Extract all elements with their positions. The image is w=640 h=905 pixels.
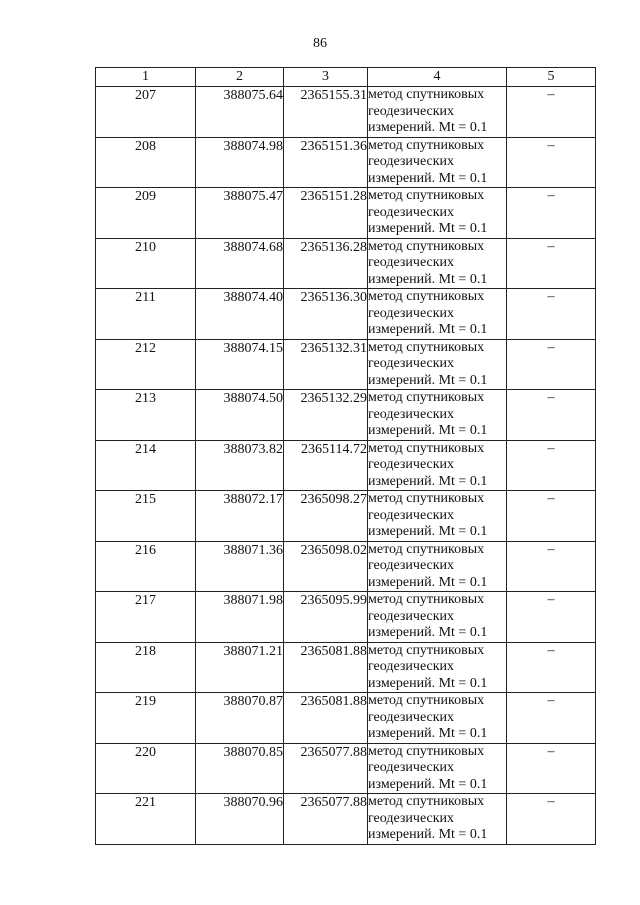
x-coordinate-cell: 388070.87	[196, 693, 284, 744]
y-coordinate-cell: 2365132.29	[284, 390, 368, 441]
coordinates-table	[95, 67, 596, 845]
y-coordinate-cell: 2365081.88	[284, 642, 368, 693]
table-row	[96, 592, 596, 643]
table-row	[96, 440, 596, 491]
note-cell: –	[507, 491, 596, 542]
x-coordinate-cell: 388072.17	[196, 491, 284, 542]
method-cell	[368, 592, 507, 643]
x-coordinate-cell: 388074.68	[196, 238, 284, 289]
x-coordinate-cell: 388070.85	[196, 743, 284, 794]
method-line: метод спутниковых	[368, 339, 485, 355]
method-line: метод спутниковых	[368, 440, 485, 456]
point-number-cell: 216	[96, 541, 196, 592]
point-number-cell: 213	[96, 390, 196, 441]
y-coordinate-cell: 2365151.28	[284, 188, 368, 239]
y-coordinate-cell: 2365077.88	[284, 794, 368, 845]
method-line: геодезических	[368, 204, 455, 220]
point-number-cell: 211	[96, 289, 196, 340]
method-line: измерений. Mt = 0.1	[368, 271, 488, 287]
method-line: геодезических	[368, 558, 455, 573]
point-number-cell: 209	[96, 188, 196, 239]
method-line: измерений. Mt = 0.1	[368, 322, 488, 337]
point-number-cell: 212	[96, 339, 196, 390]
method-line: измерений. Mt = 0.1	[368, 170, 488, 186]
point-number-cell: 218	[96, 642, 196, 693]
table-row	[96, 794, 596, 845]
point-number-cell: 215	[96, 491, 196, 542]
method-line: геодезических	[368, 103, 455, 119]
x-coordinate-cell: 388071.36	[196, 541, 284, 592]
method-cell	[368, 541, 507, 592]
method-cell	[368, 491, 507, 542]
point-number-cell: 210	[96, 238, 196, 289]
method-line: геодезических	[368, 608, 455, 624]
header-cell-4: 4	[368, 68, 507, 87]
page-number: 86	[313, 36, 327, 51]
y-coordinate-cell: 2365095.99	[284, 592, 368, 643]
note-cell: –	[507, 541, 596, 592]
note-cell: –	[507, 289, 596, 340]
table-row	[96, 238, 596, 289]
method-line: геодезических	[368, 810, 455, 826]
method-line: геодезических	[368, 154, 455, 169]
note-cell: –	[507, 642, 596, 693]
method-line: метод спутниковых	[368, 289, 485, 304]
method-line: метод спутниковых	[368, 238, 485, 254]
point-number-cell: 219	[96, 693, 196, 744]
method-cell	[368, 440, 507, 491]
header-cell-5: 5	[507, 68, 596, 87]
point-number-cell: 214	[96, 440, 196, 491]
method-line: геодезических	[368, 457, 455, 472]
point-number-cell: 221	[96, 794, 196, 845]
header-cell-1: 1	[96, 68, 196, 87]
method-line: измерений. Mt = 0.1	[368, 221, 488, 236]
x-coordinate-cell: 388074.98	[196, 137, 284, 188]
point-number-cell: 220	[96, 743, 196, 794]
header-cell-3: 3	[284, 68, 368, 87]
table-row	[96, 491, 596, 542]
method-line: измерений. Mt = 0.1	[368, 574, 488, 590]
y-coordinate-cell: 2365136.30	[284, 289, 368, 340]
note-cell: –	[507, 137, 596, 188]
table-header	[96, 68, 596, 87]
method-line: геодезических	[368, 760, 455, 775]
method-cell	[368, 238, 507, 289]
x-coordinate-cell: 388071.98	[196, 592, 284, 643]
note-cell: –	[507, 339, 596, 390]
note-cell: –	[507, 390, 596, 441]
table-row	[96, 390, 596, 441]
method-line: метод спутниковых	[368, 592, 485, 607]
table-row	[96, 188, 596, 239]
method-line: геодезических	[368, 507, 455, 523]
method-line: измерений. Mt = 0.1	[368, 726, 488, 741]
y-coordinate-cell: 2365098.02	[284, 541, 368, 592]
method-line: метод спутниковых	[368, 491, 485, 506]
method-line: метод спутниковых	[368, 87, 485, 102]
method-line: метод спутниковых	[368, 693, 485, 708]
method-line: геодезических	[368, 659, 455, 674]
method-line: измерений. Mt = 0.1	[368, 473, 488, 489]
method-line: метод спутниковых	[368, 188, 485, 203]
note-cell: –	[507, 794, 596, 845]
method-line: геодезических	[368, 356, 455, 371]
x-coordinate-cell: 388075.47	[196, 188, 284, 239]
x-coordinate-cell: 388075.64	[196, 87, 284, 138]
method-cell	[368, 289, 507, 340]
x-coordinate-cell: 388074.15	[196, 339, 284, 390]
header-cell-2: 2	[196, 68, 284, 87]
note-cell: –	[507, 440, 596, 491]
note-cell: –	[507, 238, 596, 289]
x-coordinate-cell: 388073.82	[196, 440, 284, 491]
method-line: метод спутниковых	[368, 390, 485, 405]
method-line: измерений. Mt = 0.1	[368, 827, 488, 842]
y-coordinate-cell: 2365114.72	[284, 440, 368, 491]
table-row	[96, 642, 596, 693]
method-cell	[368, 794, 507, 845]
x-coordinate-cell: 388074.50	[196, 390, 284, 441]
note-cell: –	[507, 743, 596, 794]
method-line: геодезических	[368, 709, 455, 725]
table-row	[96, 541, 596, 592]
method-cell	[368, 642, 507, 693]
method-line: измерений. Mt = 0.1	[368, 524, 488, 539]
method-line: геодезических	[368, 406, 455, 422]
y-coordinate-cell: 2365077.88	[284, 743, 368, 794]
y-coordinate-cell: 2365098.27	[284, 491, 368, 542]
method-line: измерений. Mt = 0.1	[368, 120, 488, 135]
method-line: измерений. Mt = 0.1	[368, 776, 488, 792]
method-line: геодезических	[368, 305, 455, 321]
y-coordinate-cell: 2365081.88	[284, 693, 368, 744]
method-cell	[368, 339, 507, 390]
method-cell	[368, 693, 507, 744]
method-line: измерений. Mt = 0.1	[368, 625, 488, 640]
y-coordinate-cell: 2365155.31	[284, 87, 368, 138]
method-line: измерений. Mt = 0.1	[368, 675, 488, 691]
y-coordinate-cell: 2365132.31	[284, 339, 368, 390]
method-line: метод спутниковых	[368, 642, 485, 658]
method-line: метод спутниковых	[368, 137, 485, 153]
method-line: измерений. Mt = 0.1	[368, 423, 488, 438]
x-coordinate-cell: 388070.96	[196, 794, 284, 845]
x-coordinate-cell: 388071.21	[196, 642, 284, 693]
table-body	[96, 87, 596, 845]
method-line: метод спутниковых	[368, 794, 485, 809]
table-row	[96, 87, 596, 138]
table-row	[96, 137, 596, 188]
y-coordinate-cell: 2365136.28	[284, 238, 368, 289]
method-line: метод спутниковых	[368, 743, 485, 759]
method-cell	[368, 743, 507, 794]
note-cell: –	[507, 693, 596, 744]
table-row	[96, 743, 596, 794]
table-row	[96, 289, 596, 340]
note-cell: –	[507, 188, 596, 239]
point-number-cell: 217	[96, 592, 196, 643]
note-cell: –	[507, 592, 596, 643]
method-cell	[368, 87, 507, 138]
method-cell	[368, 188, 507, 239]
method-cell	[368, 137, 507, 188]
method-cell	[368, 390, 507, 441]
point-number-cell: 207	[96, 87, 196, 138]
x-coordinate-cell: 388074.40	[196, 289, 284, 340]
y-coordinate-cell: 2365151.36	[284, 137, 368, 188]
note-cell: –	[507, 87, 596, 138]
method-line: измерений. Mt = 0.1	[368, 372, 488, 388]
table-row	[96, 693, 596, 744]
header-row	[96, 68, 596, 87]
method-line: метод спутниковых	[368, 541, 485, 557]
point-number-cell: 208	[96, 137, 196, 188]
method-line: геодезических	[368, 255, 455, 270]
table-row	[96, 339, 596, 390]
